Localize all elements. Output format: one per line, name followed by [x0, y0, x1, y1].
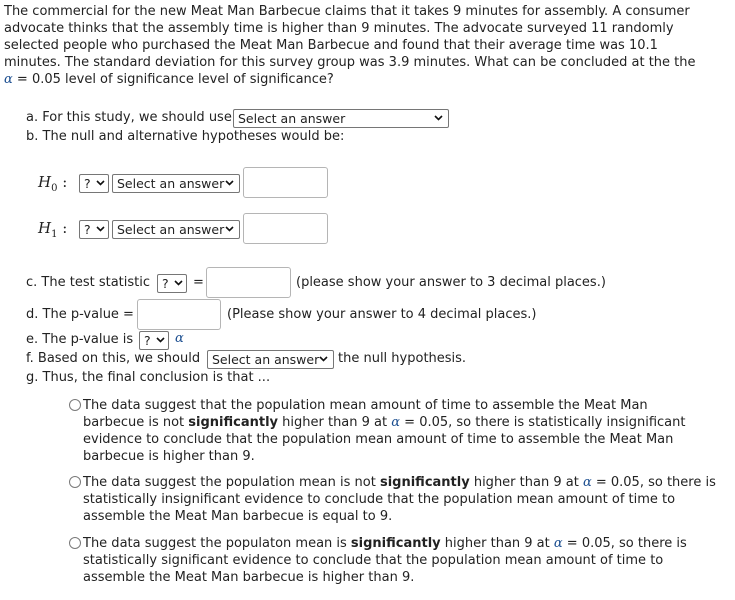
option-line	[83, 535, 723, 552]
conclusion-option-3[interactable]	[83, 535, 723, 586]
option-text: The data suggest that the population mean amount of time to assemble the Meat Man	[83, 398, 648, 413]
option-line	[83, 431, 723, 448]
option-line	[83, 448, 723, 465]
alpha-symbol: α	[4, 72, 13, 87]
alpha-symbol: α	[582, 475, 592, 490]
problem-statement	[4, 3, 724, 88]
option-line	[83, 569, 723, 586]
alpha-symbol: α	[391, 415, 401, 430]
test-statistic-note: (please show your answer to 3 decimal places.)	[296, 275, 606, 290]
question-g-label: g. Thus, the final conclusion is that ...	[26, 370, 271, 385]
option-text: The data suggest the populaton mean is	[83, 536, 351, 551]
alpha-symbol: α	[553, 536, 563, 551]
conclusion-radio-3[interactable]	[69, 537, 81, 549]
emphasis: significantly	[188, 415, 279, 430]
chevron-down-icon	[96, 180, 105, 186]
p-value-note: (Please show your answer to 4 decimal places.)	[227, 307, 537, 322]
test-statistic-type-select[interactable]: ?	[157, 274, 187, 293]
option-line	[83, 474, 723, 491]
decision-select[interactable]: Select an answer	[207, 350, 334, 369]
alpha-symbol: α	[175, 331, 184, 346]
conclusion-radio-1[interactable]	[69, 399, 81, 411]
problem-line: α = 0.05 level of significance level of significance?	[4, 72, 334, 87]
conclusion-radio-2[interactable]	[69, 476, 81, 488]
option-text: = 0.05, so there is	[591, 475, 716, 490]
option-text: statistically insignificant evidence to conclude that the population mean amount of time to	[83, 492, 676, 507]
problem-line: selected people who purchased the Meat Man Barbecue and found that their average time was 10.1	[4, 38, 658, 53]
h1-parameter-select[interactable]: ?	[79, 220, 109, 239]
problem-line: The commercial for the new Meat Man Barbecue claims that it takes 9 minutes for assembly. A consumer	[4, 4, 690, 19]
option-text: The data suggest the population mean is not	[83, 475, 380, 490]
h1-value-input[interactable]	[243, 213, 328, 244]
option-text: assemble the Meat Man barbecue is higher than 9.	[83, 570, 415, 585]
alternative-hypothesis-label: $H_1$ :	[38, 219, 68, 240]
chevron-down-icon	[225, 226, 234, 232]
option-line	[83, 552, 723, 569]
question-c-label: c. The test statistic	[26, 275, 150, 290]
problem-line: advocate thinks that the assembly time is higher than 9 minutes. The advocate surveyed 11 randomly	[4, 21, 674, 36]
question-e-label: e. The p-value is	[26, 332, 134, 347]
option-text: = 0.05, so there is statistically insignificant	[400, 415, 686, 430]
option-text: = 0.05, so there is	[562, 536, 687, 551]
h0-parameter-select[interactable]: ?	[79, 174, 109, 193]
chevron-down-icon	[225, 180, 234, 186]
h0-operator-select[interactable]: Select an answer	[112, 174, 240, 193]
question-a-label: a. For this study, we should use	[26, 110, 232, 125]
equals-sign: =	[193, 275, 204, 290]
option-text: barbecue is higher than 9.	[83, 449, 255, 464]
option-text: evidence to conclude that the population mean amount of time to assemble the Meat Man	[83, 432, 674, 447]
question-d-label: d. The p-value =	[26, 307, 134, 322]
conclusion-option-1[interactable]	[83, 397, 723, 465]
emphasis: significantly	[379, 475, 470, 490]
option-text: statistically significant evidence to conclude that the population mean amount of time to	[83, 553, 664, 568]
chevron-down-icon	[156, 337, 165, 343]
emphasis: significantly	[350, 536, 441, 551]
decision-suffix: the null hypothesis.	[338, 351, 467, 366]
test-statistic-input[interactable]	[206, 267, 291, 298]
problem-line: minutes. The standard deviation for this survey group was 3.9 minutes. What can be concluded at the the	[4, 55, 696, 70]
option-line	[83, 508, 723, 525]
chevron-down-icon	[174, 280, 183, 286]
p-value-input[interactable]	[137, 299, 221, 330]
test-type-select[interactable]: Select an answer	[233, 109, 449, 128]
option-text: higher than 9 at	[469, 475, 583, 490]
option-line	[83, 491, 723, 508]
question-b-label: b. The null and alternative hypotheses would be:	[26, 129, 345, 144]
question-f-label: f. Based on this, we should	[26, 351, 201, 366]
h1-operator-select[interactable]: Select an answer	[112, 220, 240, 239]
chevron-down-icon	[96, 226, 105, 232]
option-text: barbecue is not	[83, 415, 189, 430]
h0-value-input[interactable]	[243, 167, 328, 198]
option-text: assemble the Meat Man barbecue is equal to 9.	[83, 509, 393, 524]
option-text: higher than 9 at	[278, 415, 392, 430]
option-line	[83, 414, 723, 431]
p-value-comparison-select[interactable]: ?	[139, 331, 169, 350]
chevron-down-icon	[319, 356, 328, 362]
chevron-down-icon	[434, 115, 443, 121]
null-hypothesis-label: $H_0$ :	[38, 173, 68, 194]
option-line	[83, 397, 723, 414]
conclusion-option-2[interactable]	[83, 474, 723, 525]
option-text: higher than 9 at	[440, 536, 554, 551]
